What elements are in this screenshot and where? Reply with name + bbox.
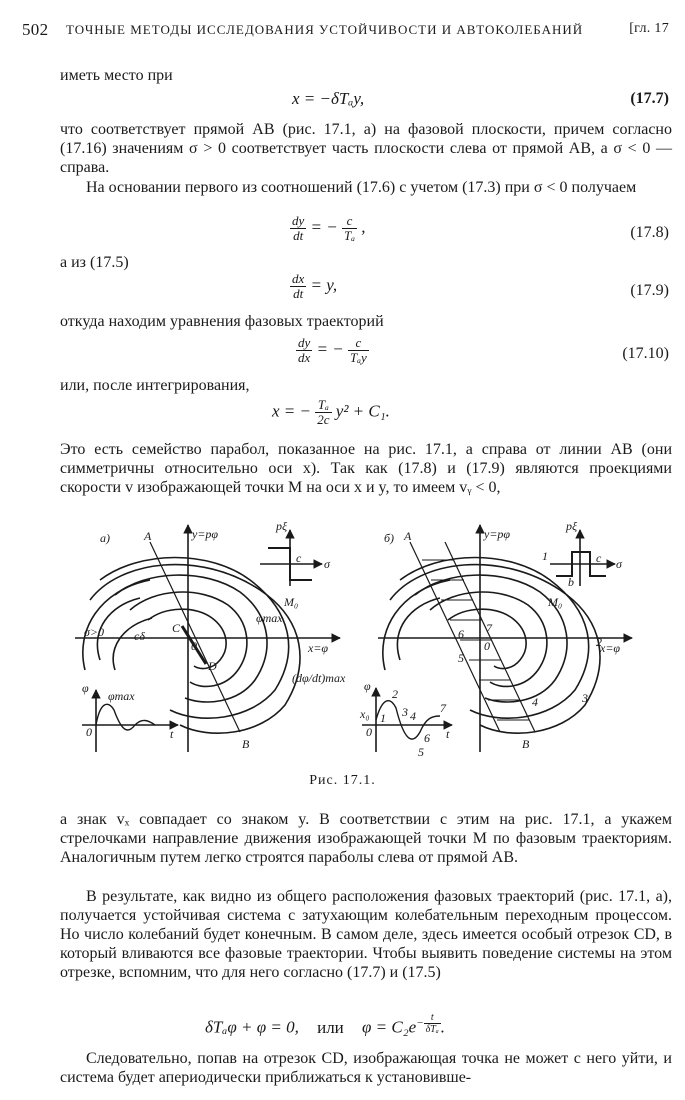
equation-lhs: x = − xyxy=(272,401,311,421)
fraction xyxy=(348,336,369,365)
point-d: D xyxy=(208,659,217,673)
point-m0-a: M₀ xyxy=(284,595,299,609)
denominator: Tₐy xyxy=(349,350,367,365)
inset-zero-b: 0 xyxy=(366,725,372,739)
fig-label-b: б) xyxy=(384,531,395,545)
fig-label-a: а) xyxy=(100,531,110,545)
inset-sigma-b: σ xyxy=(616,557,622,571)
denominator: δTₐ xyxy=(425,1024,439,1035)
inset-t-a: t xyxy=(170,727,174,741)
inset-phimax-a: φmax xyxy=(108,689,135,703)
numerator: c xyxy=(348,336,369,351)
inset-x0-b: x₀ xyxy=(360,707,370,721)
num-2: 2 xyxy=(392,687,398,701)
denominator: dt xyxy=(293,286,304,301)
equation-number-17-9: (17.9) xyxy=(630,282,669,299)
equation-tail: , xyxy=(361,217,366,237)
traj-num-5: 5 xyxy=(458,651,464,665)
fraction xyxy=(296,336,312,365)
phi-max-label: φmax xyxy=(256,611,283,625)
sigma-gt0-label: σ>0 xyxy=(84,625,105,639)
num-1: 1 xyxy=(380,711,386,725)
relay-inset-b xyxy=(550,530,615,586)
inset-pxi-a: pξ xyxy=(276,520,288,533)
inset-pxi-b: pξ xyxy=(566,520,578,533)
inset-c-b: c xyxy=(596,551,602,565)
numerator: Tₐ xyxy=(315,398,331,413)
denominator: dx xyxy=(298,350,311,365)
fraction xyxy=(315,398,331,427)
equation-number-17-10: (17.10) xyxy=(622,345,669,362)
switching-line-ab-a xyxy=(150,542,240,732)
exponent-fraction xyxy=(424,1012,441,1035)
equation-op: = − xyxy=(310,217,338,237)
axis-label-y-b: y=pφ xyxy=(484,527,511,541)
point-b-a: B xyxy=(242,737,250,751)
axis-label-x-a: x=φ xyxy=(308,641,329,655)
traj-num-6: 6 xyxy=(458,627,464,641)
num-3: 3 xyxy=(402,705,408,719)
equation-17-9 xyxy=(290,272,337,301)
num-5: 5 xyxy=(418,745,424,759)
paragraph-1: иметь место при xyxy=(60,67,173,84)
inset-b-b: b xyxy=(568,575,574,589)
traj-num-7: 7 xyxy=(486,621,492,635)
axis-label-y-a: y=pφ xyxy=(192,527,219,541)
num-6: 6 xyxy=(424,731,430,745)
denominator: dt xyxy=(293,228,304,243)
paragraph-10: Следовательно, попав на отрезок CD, изображающая точка не может с него уйти, и система будет апериодически приближаться к установивше- xyxy=(60,1050,672,1086)
equation-op: = − xyxy=(316,339,344,359)
trajectory xyxy=(383,580,450,670)
fraction xyxy=(342,214,357,243)
num-4: 4 xyxy=(410,709,416,723)
numerator: dy xyxy=(298,335,311,350)
traj-num-2: 2 xyxy=(596,635,602,649)
inset-phi-b: φ xyxy=(364,679,371,693)
page-number: 502 xyxy=(22,20,49,39)
running-title: ТОЧНЫЕ МЕТОДЫ ИССЛЕДОВАНИЯ УСТОЙЧИВОСТИ И АВТОКОЛЕБАНИЙ xyxy=(66,22,584,37)
numerator: c xyxy=(342,214,357,229)
figure-17-1 xyxy=(60,520,672,760)
equation-final: δTₐφ + φ = 0, или $\varphi = C_2e^{- \frac{t}{\text{δTₐ}}}$ . xyxy=(205,1012,446,1037)
trajectory xyxy=(113,618,152,670)
equation-or: или xyxy=(317,1017,344,1037)
time-inset-b xyxy=(362,688,452,752)
equation-part: φ = C₂e xyxy=(362,1017,417,1037)
paragraph-5: откуда находим уравнения фазовых траекторий xyxy=(60,313,384,330)
numerator: t xyxy=(424,1012,441,1024)
traj-num-4: 4 xyxy=(532,695,538,709)
paragraph-4: а из (17.5) xyxy=(60,254,129,271)
inset-zero-a: 0 xyxy=(86,725,92,739)
chapter-ref: [гл. 17 xyxy=(629,21,669,36)
paragraph-2: что соответствует прямой AB (рис. 17.1, а) на фазовой плоскости, причем согласно (17.16) значениям σ > 0 соответствует часть плоскости слева от прямой AB, а σ < 0 — справа. xyxy=(60,121,672,176)
origin-a: 0 xyxy=(191,639,197,653)
equation-tail: . xyxy=(440,1017,446,1037)
relay-inset-a xyxy=(260,530,322,586)
equation-part: δTₐφ + φ = 0, xyxy=(205,1017,299,1037)
inset-sigma-a: σ xyxy=(324,557,330,571)
axis-label-x-b: x=φ xyxy=(600,641,621,655)
derivative-label: (dφ/dt)max xyxy=(292,671,346,685)
origin-b: 0 xyxy=(484,639,490,653)
inset-t-b: t xyxy=(446,727,450,741)
figure-caption: Рис. 17.1. xyxy=(309,773,376,788)
equation-integrated xyxy=(272,398,390,427)
fraction xyxy=(290,272,306,301)
paragraph-7: Это есть семейство парабол, показанное на рис. 17.1, а справа от линии AB (они симметричны относительно оси x). Так как (17.8) и (17.9) являются проекциями скорости v изображающей точки M на оси x и y, то имеем vᵧ < 0, xyxy=(60,441,672,496)
equation-rhs: y² + C₁. xyxy=(335,401,390,421)
point-a-a: A xyxy=(144,529,152,543)
inset-c-a: c xyxy=(296,551,302,565)
band-edge xyxy=(410,542,500,732)
paragraph-3: На основании первого из соотношений (17.6) с учетом (17.3) при σ < 0 получаем xyxy=(86,179,637,196)
transient-curve xyxy=(96,704,155,730)
equation-number-17-8: (17.8) xyxy=(630,224,669,241)
equation-17-7: x = −δTₐy, xyxy=(292,89,365,108)
paragraph-6: или, после интегрирования, xyxy=(60,377,250,394)
inset-phi-a: φ xyxy=(82,681,89,695)
point-b-b: B xyxy=(522,737,530,751)
denominator: 2c xyxy=(317,412,330,427)
num-7: 7 xyxy=(440,701,446,715)
c-delta-label: cδ xyxy=(134,629,145,643)
fraction xyxy=(290,214,306,243)
numerator: dx xyxy=(292,271,305,286)
running-header xyxy=(22,20,669,42)
equation-rhs: = y, xyxy=(310,275,338,295)
point-a-b: A xyxy=(404,529,412,543)
traj-num-3: 3 xyxy=(582,691,588,705)
denominator: Tₐ xyxy=(343,228,356,243)
equation-17-8 xyxy=(290,214,366,243)
numerator: dy xyxy=(292,213,305,228)
paragraph-9: В результате, как видно из общего расположения фазовых траекторий (рис. 17.1, а), получается устойчивая система с затухающим колебательным переходным процессом. Но число колебаний будет конечным. В самом деле, здесь имеется особый отрезок CD, в который вливаются все фазовые траектории. Чтобы выявить поведение системы на этом отрезке, вспомним, что для него согласно (17.7) и (17.5) xyxy=(60,888,672,981)
point-m0-b: M₀ xyxy=(548,595,563,609)
traj-num-1: 1 xyxy=(542,549,548,563)
point-c: C xyxy=(172,621,181,635)
equation-17-10 xyxy=(296,336,369,365)
paragraph-8: а знак vₓ совпадает со знаком y. В соответствии с этим на рис. 17.1, а укажем стрелочками направление движения изображающей точки M по фазовым траекториям. Аналогичным путем легко строятся параболы слева от прямой AB. xyxy=(60,811,672,866)
equation-number-17-7: (17.7) xyxy=(630,90,669,107)
